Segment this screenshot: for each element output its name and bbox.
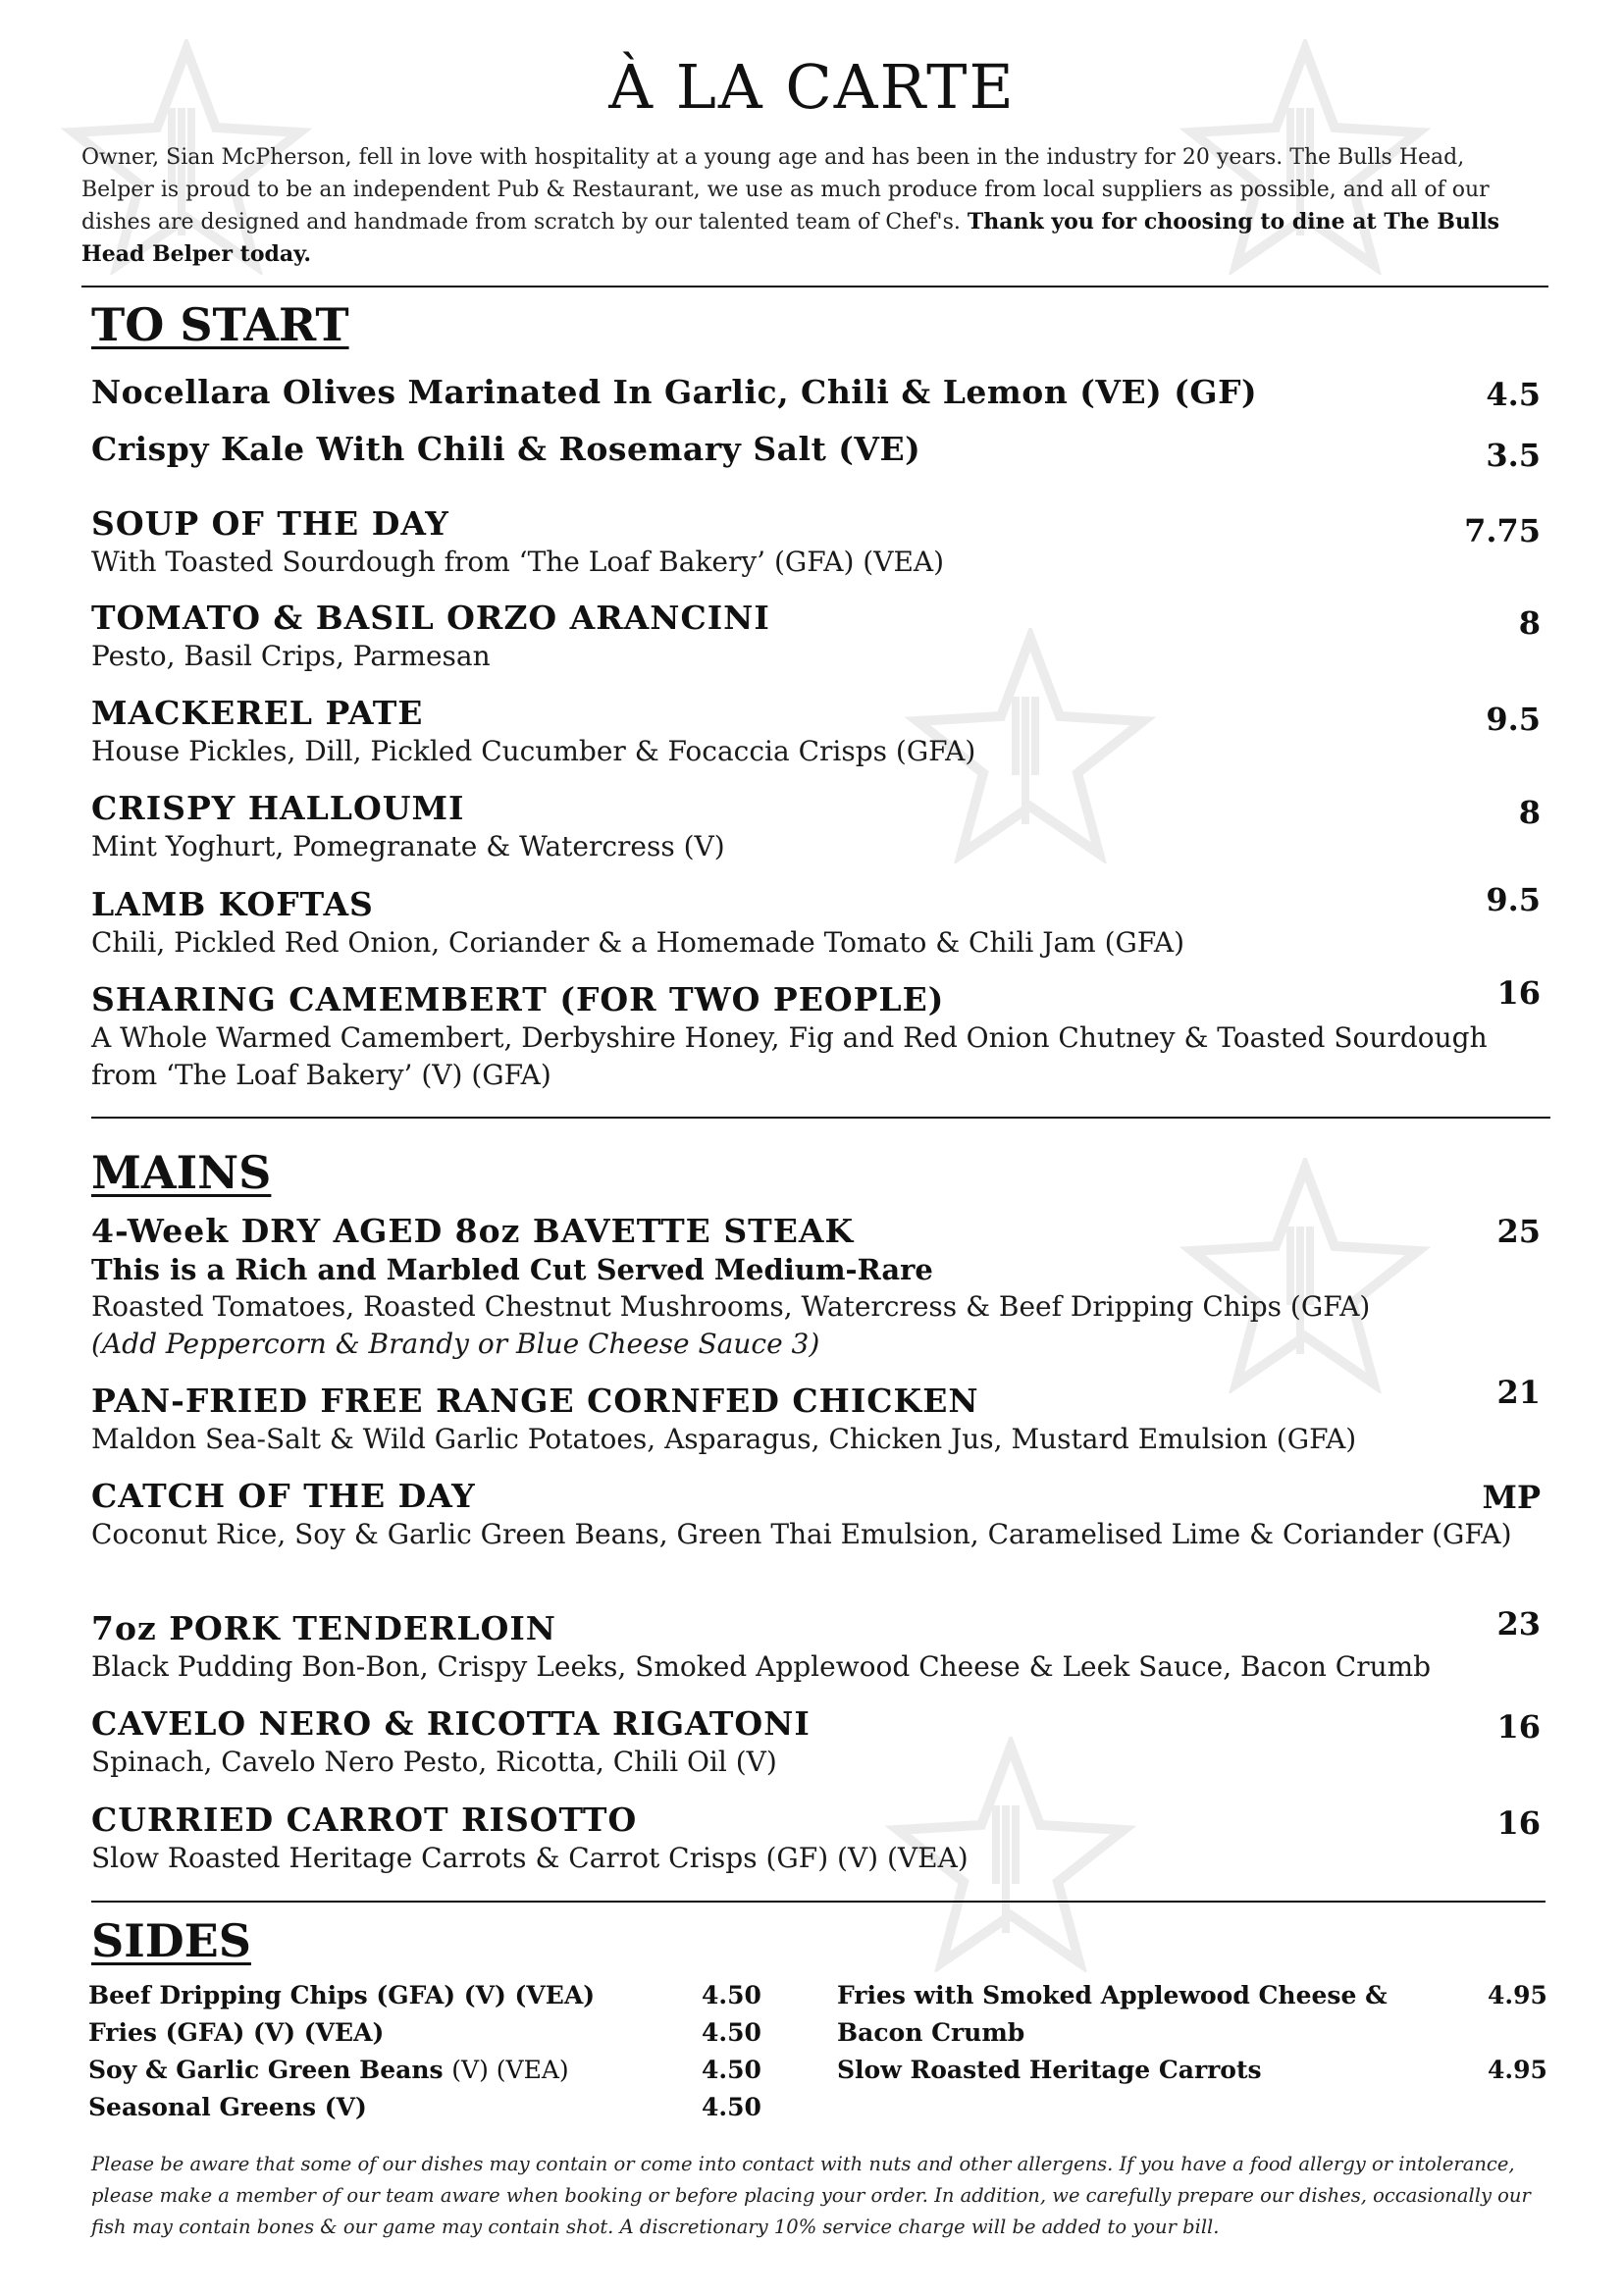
side-price: 4.95 (1488, 2056, 1547, 2084)
intro-text: Owner, Sian McPherson, fell in love with hospitality at a young age and has been in the industry for 20 years. The Bulls Head, Belper is proud to be an independent Pub & Restaurant, we use as much produce from local suppliers as possible, and all of our dishes are designed and handmade from scratch by our talented team of Chef's. (81, 145, 1490, 235)
menu-item (91, 373, 1544, 412)
sides-right-column (837, 1977, 1547, 2089)
menu-item (91, 789, 1544, 865)
side-price: 4.95 (1488, 1981, 1547, 2009)
page-title: À LA CARTE (608, 51, 1016, 123)
item-note: (Add Peppercorn & Brandy or Blue Cheese Sauce 3) (91, 1328, 820, 1360)
item-name: SHARING CAMEMBERT (FOR TWO PEOPLE) (91, 980, 945, 1018)
item-name: TOMATO & BASIL ORZO ARANCINI (91, 599, 770, 637)
side-name: Slow Roasted Heritage Carrots (837, 2056, 1262, 2084)
side-price: 4.50 (702, 2018, 761, 2047)
item-description: Pesto, Basil Crips, Parmesan (91, 640, 491, 672)
item-price: 8 (1518, 794, 1541, 831)
item-description: Black Pudding Bon-Bon, Crispy Leeks, Smoked Applewood Cheese & Leek Sauce, Bacon Crumb (91, 1650, 1432, 1683)
intro-paragraph (81, 141, 1534, 271)
item-name: Nocellara Olives Marinated In Garlic, Chili & Lemon (VE) (GF) (91, 373, 1258, 411)
menu-item (91, 1609, 1544, 1686)
item-price: 7.75 (1464, 512, 1541, 549)
side-name: Bacon Crumb (837, 2018, 1025, 2047)
item-name: CRISPY HALLOUMI (91, 789, 465, 827)
side-name: Fries (GFA) (V) (VEA) (88, 2018, 385, 2047)
item-price: 16 (1496, 974, 1541, 1012)
item-price: 23 (1496, 1605, 1541, 1643)
item-name: SOUP OF THE DAY (91, 504, 449, 543)
divider (91, 1117, 1550, 1119)
side-item (88, 2089, 775, 2126)
item-price: 25 (1496, 1213, 1541, 1250)
menu-item (91, 1382, 1544, 1458)
item-description: A Whole Warmed Camembert, Derbyshire Honey, Fig and Red Onion Chutney & Toasted Sourdough from ‘The Loaf Bakery’ (V) (GFA) (91, 1021, 1488, 1091)
item-description: Mint Yoghurt, Pomegranate & Watercress (V) (91, 830, 725, 862)
item-price: 9.5 (1486, 881, 1541, 918)
item-price: MP (1482, 1479, 1541, 1516)
item-price: 21 (1496, 1374, 1541, 1411)
menu-item (91, 694, 1544, 770)
item-price: 3.5 (1486, 437, 1541, 474)
side-item (88, 1977, 775, 2014)
side-price: 4.50 (702, 2056, 761, 2084)
item-price: 16 (1496, 1708, 1541, 1746)
side-name: Soy & Garlic Green Beans (88, 2056, 444, 2084)
side-item (837, 1977, 1547, 2014)
item-price: 9.5 (1486, 701, 1541, 738)
intro-thanks: Thank you for choosing to dine at The Bulls Head Belper today. (81, 209, 1500, 267)
item-name: PAN-FRIED FREE RANGE CORNFED CHICKEN (91, 1382, 979, 1420)
item-description: Coconut Rice, Soy & Garlic Green Beans, Green Thai Emulsion, Caramelised Lime & Coriander (GFA) (91, 1518, 1512, 1550)
menu-item (91, 599, 1544, 675)
divider (91, 1901, 1545, 1903)
item-name: CURRIED CARROT RISOTTO (91, 1800, 638, 1839)
menu-item (91, 504, 1544, 581)
menu-item (91, 1477, 1544, 1553)
item-name: Crispy Kale With Chili & Rosemary Salt (VE) (91, 430, 921, 468)
menu-item (91, 1212, 1544, 1363)
item-description: Roasted Tomatoes, Roasted Chestnut Mushrooms, Watercress & Beef Dripping Chips (GFA) (91, 1290, 1371, 1323)
side-price: 4.50 (702, 2093, 761, 2121)
item-name: 7oz PORK TENDERLOIN (91, 1609, 556, 1647)
item-subtitle: This is a Rich and Marbled Cut Served Medium-Rare (91, 1253, 933, 1286)
side-item (837, 2052, 1547, 2089)
item-name: MACKEREL PATE (91, 694, 424, 732)
side-dietary-tags: (V) (VEA) (451, 2056, 569, 2084)
side-name: Fries with Smoked Applewood Cheese & (837, 1981, 1388, 2009)
section-heading-starters: TO START (91, 298, 349, 351)
item-description: Spinach, Cavelo Nero Pesto, Ricotta, Chili Oil (V) (91, 1746, 777, 1778)
item-description: With Toasted Sourdough from ‘The Loaf Bakery’ (GFA) (VEA) (91, 546, 945, 578)
side-item-continued (837, 2014, 1544, 2052)
item-name: 4-Week DRY AGED 8oz BAVETTE STEAK (91, 1212, 855, 1250)
side-price: 4.50 (702, 1981, 761, 2009)
menu-item (91, 1800, 1544, 1877)
item-price: 16 (1496, 1804, 1541, 1842)
section-heading-mains: MAINS (91, 1146, 272, 1199)
section-heading-sides: SIDES (91, 1914, 251, 1967)
divider (81, 286, 1548, 287)
item-name: CATCH OF THE DAY (91, 1477, 476, 1515)
menu-item (91, 980, 1544, 1094)
side-name: Seasonal Greens (V) (88, 2093, 367, 2121)
allergen-disclaimer: Please be aware that some of our dishes may contain or come into contact with nuts and other allergens. If you have a food allergy or intolerance, please make a member of our team aware when booking or before placing your order. In addition, we carefully prepare our dishes, occasionally our fish may contain bones & our game may contain shot. A discretionary 10% service charge will be added to your bill. (91, 2153, 1531, 2238)
item-description: Maldon Sea-Salt & Wild Garlic Potatoes, Asparagus, Chicken Jus, Mustard Emulsion (GFA) (91, 1423, 1357, 1455)
item-description: Chili, Pickled Red Onion, Coriander & a Homemade Tomato & Chili Jam (GFA) (91, 926, 1185, 959)
item-description: House Pickles, Dill, Pickled Cucumber & Focaccia Crisps (GFA) (91, 735, 976, 767)
side-name: Beef Dripping Chips (GFA) (V) (VEA) (88, 1981, 596, 2009)
sides-left-column (88, 1977, 775, 2126)
menu-item (91, 1704, 1544, 1781)
item-price: 4.5 (1486, 376, 1541, 413)
item-description: Slow Roasted Heritage Carrots & Carrot Crisps (GF) (V) (VEA) (91, 1842, 969, 1874)
item-price: 8 (1518, 604, 1541, 642)
menu-item (91, 885, 1544, 962)
side-item (88, 2014, 775, 2052)
item-name: LAMB KOFTAS (91, 885, 374, 923)
side-item (88, 2052, 775, 2089)
item-name: CAVELO NERO & RICOTTA RIGATONI (91, 1704, 811, 1743)
menu-item (91, 430, 1544, 469)
